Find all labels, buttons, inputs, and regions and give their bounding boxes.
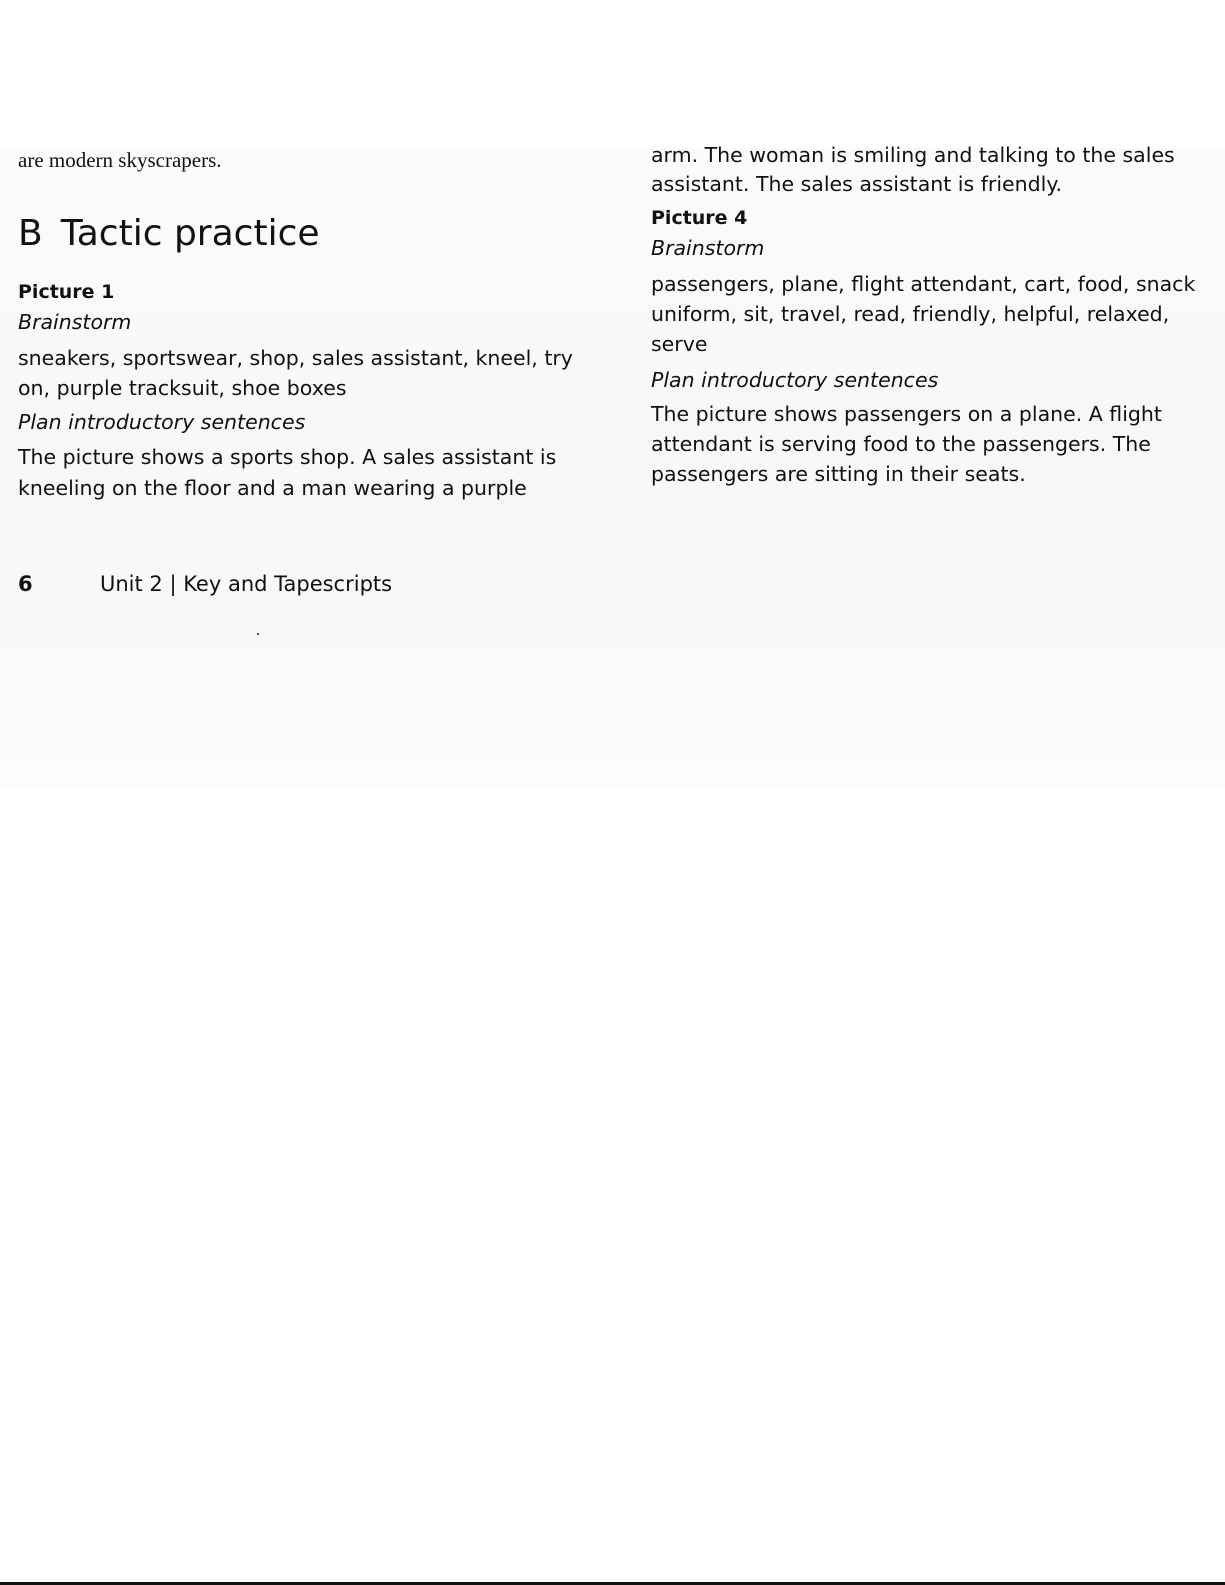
plan-line-2: kneeling on the floor and a man wearing a purple [18, 476, 527, 500]
page-content [0, 143, 1225, 788]
plan-line-2: attendant is serving food to the passengers. The [651, 432, 1151, 456]
section-letter: B [18, 213, 43, 254]
brainstorm-line-1: sneakers, sportswear, shop, sales assistant, kneel, try [18, 346, 573, 370]
section-heading [18, 214, 320, 254]
section-title: Tactic practice [60, 213, 320, 254]
page-number: 6 [18, 572, 33, 596]
brainstorm-line-3: serve [651, 332, 708, 356]
scan-speck [257, 633, 259, 635]
carryover-line-2: assistant. The sales assistant is friendly. [651, 172, 1063, 196]
plan-label: Plan introductory sentences [18, 410, 306, 434]
picture-4-heading: Picture 4 [651, 207, 748, 229]
brainstorm-line-2: on, purple tracksuit, shoe boxes [18, 376, 347, 400]
plan-line-3: passengers are sitting in their seats. [651, 462, 1026, 486]
brainstorm-label: Brainstorm [651, 236, 765, 260]
carryover-line-1: arm. The woman is smiling and talking to the sales [651, 143, 1175, 167]
carryover-line: are modern skyscrapers. [18, 148, 222, 172]
plan-line-1: The picture shows a sports shop. A sales assistant is [18, 445, 557, 469]
page-top-margin [0, 0, 1225, 148]
plan-label: Plan introductory sentences [651, 368, 939, 392]
brainstorm-label: Brainstorm [18, 310, 132, 334]
picture-1-heading: Picture 1 [18, 281, 115, 303]
plan-line-1: The picture shows passengers on a plane. A flight [651, 402, 1162, 426]
page-footer [18, 572, 392, 596]
brainstorm-line-1: passengers, plane, flight attendant, cart, food, snack [651, 272, 1196, 296]
brainstorm-line-2: uniform, sit, travel, read, friendly, helpful, relaxed, [651, 302, 1170, 326]
running-title: Unit 2 | Key and Tapescripts [100, 572, 393, 596]
